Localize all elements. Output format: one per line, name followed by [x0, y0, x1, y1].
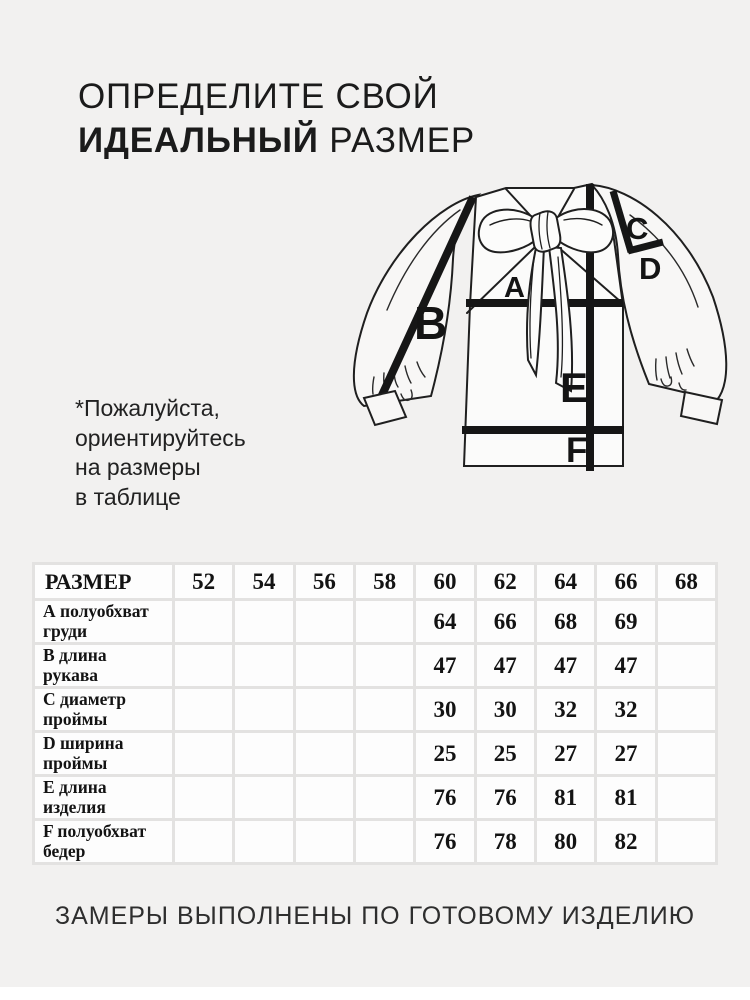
measure-label-e: E [560, 364, 589, 411]
measurement-value-cell [294, 688, 354, 732]
size-column-header-62: 62 [475, 564, 535, 600]
measurement-value-cell [294, 732, 354, 776]
title-line2-regular: РАЗМЕР [318, 121, 476, 161]
measurement-value-cell [234, 600, 294, 644]
measurement-value-cell [294, 644, 354, 688]
measurement-value-cell [294, 600, 354, 644]
measurement-value-cell [656, 732, 716, 776]
measurement-value-cell [656, 688, 716, 732]
measurement-value-cell: 25 [415, 732, 475, 776]
size-column-header-66: 66 [596, 564, 656, 600]
note-line: ориентируйтесь [75, 424, 246, 451]
measurement-value-cell: 66 [475, 600, 535, 644]
size-column-header-60: 60 [415, 564, 475, 600]
measurement-value-cell: 64 [415, 600, 475, 644]
measurement-value-cell: 27 [535, 732, 595, 776]
size-table-corner-header: РАЗМЕР [34, 564, 174, 600]
measurement-value-cell: 47 [596, 644, 656, 688]
bow-left-loop [479, 210, 537, 253]
table-row [34, 820, 717, 864]
measurement-value-cell [656, 820, 716, 864]
measurement-value-cell: 27 [596, 732, 656, 776]
measurement-value-cell: 76 [415, 820, 475, 864]
blouse-measurement-diagram [330, 155, 740, 500]
measurement-value-cell [354, 688, 414, 732]
bow-knot [530, 211, 560, 251]
table-row [34, 644, 717, 688]
measurement-value-cell [294, 820, 354, 864]
measurement-value-cell: 69 [596, 600, 656, 644]
table-row [34, 732, 717, 776]
measurement-row-label: Е длина изделия [34, 776, 174, 820]
measure-label-c: C [626, 211, 649, 246]
measurement-value-cell [234, 732, 294, 776]
measurement-value-cell [174, 644, 234, 688]
measurement-value-cell [234, 644, 294, 688]
table-row [34, 688, 717, 732]
note-line: в таблице [75, 483, 181, 510]
measurement-value-cell: 68 [535, 600, 595, 644]
size-column-header-54: 54 [234, 564, 294, 600]
measurement-value-cell: 47 [415, 644, 475, 688]
measurement-value-cell [174, 820, 234, 864]
measurement-value-cell [656, 776, 716, 820]
measurement-value-cell: 25 [475, 732, 535, 776]
measurement-value-cell [174, 776, 234, 820]
measurement-value-cell: 78 [475, 820, 535, 864]
measurement-value-cell [294, 776, 354, 820]
size-note [75, 394, 246, 512]
measurement-row-label: F полуобхват бедер [34, 820, 174, 864]
note-line: *Пожалуйста, [75, 395, 220, 421]
measurement-value-cell [656, 644, 716, 688]
measurement-value-cell [234, 688, 294, 732]
measurement-value-cell [354, 644, 414, 688]
size-column-header-52: 52 [174, 564, 234, 600]
measurement-row-label: В длина рукава [34, 644, 174, 688]
blouse-drawing [330, 155, 740, 500]
page-title [78, 75, 475, 163]
measurement-value-cell [354, 820, 414, 864]
measure-label-b: B [414, 297, 448, 349]
measurement-value-cell [174, 732, 234, 776]
measurement-row-label: D ширина проймы [34, 732, 174, 776]
measurement-value-cell [354, 732, 414, 776]
title-line2-bold: ИДЕАЛЬНЫЙ [78, 121, 319, 161]
measurement-value-cell: 47 [475, 644, 535, 688]
footer-note: ЗАМЕРЫ ВЫПОЛНЕНЫ ПО ГОТОВОМУ ИЗДЕЛИЮ [54, 902, 696, 930]
measurement-value-cell [234, 776, 294, 820]
note-line: на размеры [75, 454, 201, 480]
measurement-value-cell: 76 [415, 776, 475, 820]
measurement-value-cell: 76 [475, 776, 535, 820]
measurement-value-cell: 30 [415, 688, 475, 732]
measure-label-a: A [504, 272, 525, 304]
measurement-value-cell: 81 [596, 776, 656, 820]
table-row [34, 776, 717, 820]
measurement-value-cell: 81 [535, 776, 595, 820]
size-table-body [34, 600, 717, 864]
measurement-value-cell: 82 [596, 820, 656, 864]
measurement-value-cell: 47 [535, 644, 595, 688]
size-column-header-64: 64 [535, 564, 595, 600]
measurement-value-cell: 80 [535, 820, 595, 864]
measurement-row-label: С диаметр проймы [34, 688, 174, 732]
measurement-row-label: А полуобхват груди [34, 600, 174, 644]
measurement-value-cell [234, 820, 294, 864]
measurement-value-cell [174, 600, 234, 644]
measurement-value-cell [656, 600, 716, 644]
bottom-white-strip [0, 987, 750, 1000]
title-line1: ОПРЕДЕЛИТЕ СВОЙ [78, 77, 439, 117]
measure-label-d: D [639, 251, 662, 286]
size-column-header-58: 58 [354, 564, 414, 600]
measurement-value-cell: 32 [596, 688, 656, 732]
size-table-header-row [34, 564, 717, 600]
size-column-header-68: 68 [656, 564, 716, 600]
measurement-value-cell [174, 688, 234, 732]
measure-label-f: F [566, 431, 588, 470]
measurement-value-cell: 30 [475, 688, 535, 732]
measurement-value-cell [354, 776, 414, 820]
size-table [32, 562, 718, 865]
measurement-value-cell [354, 600, 414, 644]
size-column-header-56: 56 [294, 564, 354, 600]
table-row [34, 600, 717, 644]
measurement-value-cell: 32 [535, 688, 595, 732]
